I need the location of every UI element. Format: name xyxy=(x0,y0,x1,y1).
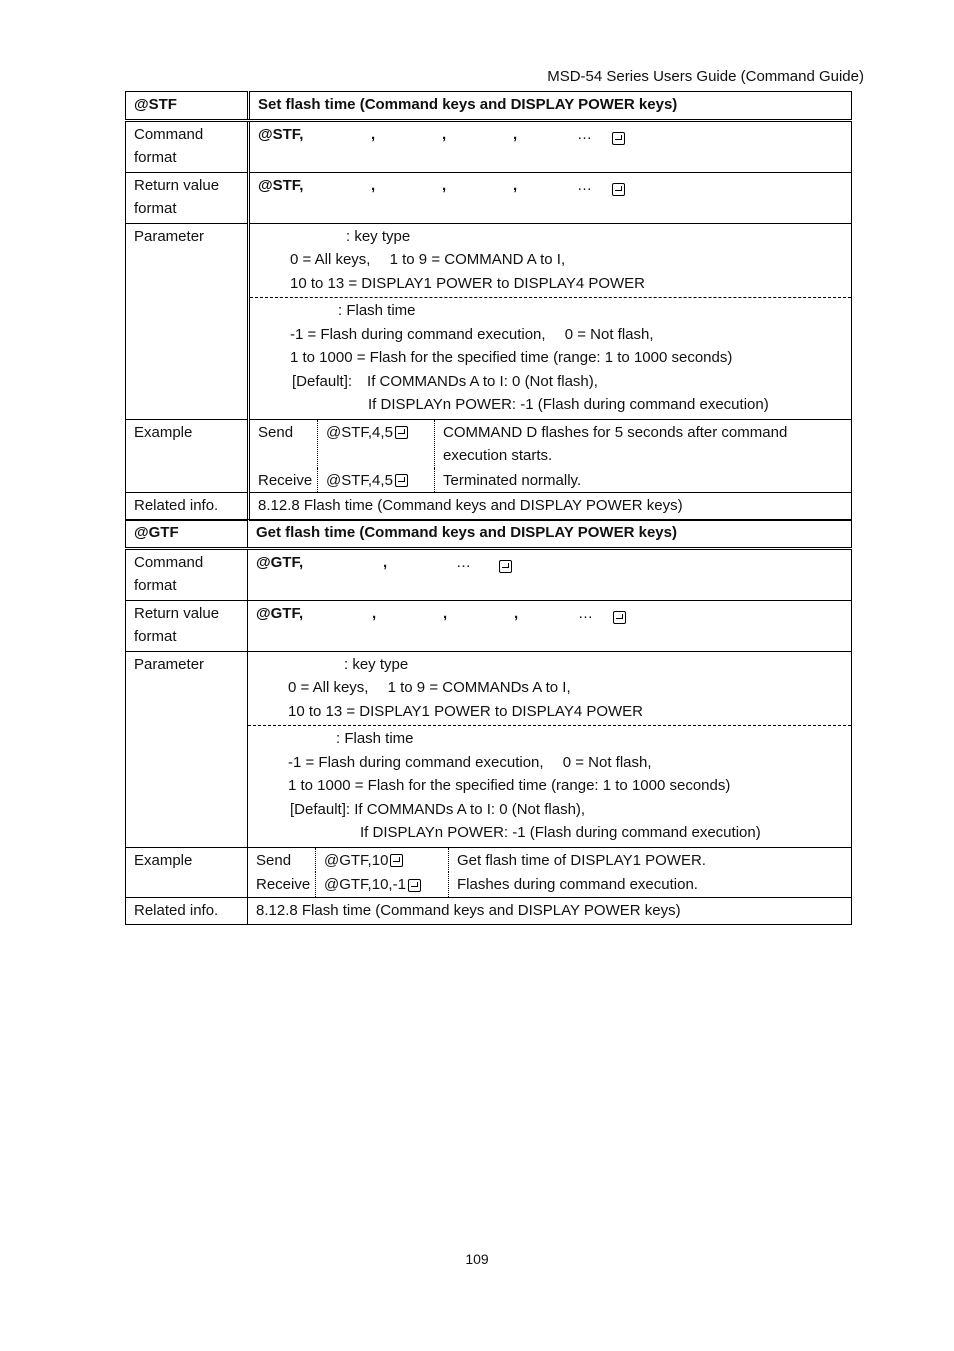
stf-parameter-row xyxy=(126,223,852,419)
format-comma: , xyxy=(514,604,519,622)
page-header: MSD-54 Series Users Guide (Command Guide) xyxy=(547,68,864,85)
stf-command-table xyxy=(125,91,852,521)
param-flash-time: : Flash time -1 = Flash during command execution, 0 = Not flash, 1 to 1000 = Flash for the specified time (range: 1 to 1000 seconds) [Default]: If COMMANDs A to I: 0 (Not flash), If DISPLAYn POWER: -1 (Flash during command execution) xyxy=(250,297,851,419)
format-command: @GTF, xyxy=(256,604,304,622)
format-command: @STF, xyxy=(258,176,304,194)
send-label: Send xyxy=(256,851,292,869)
parameter-label: Parameter xyxy=(126,223,249,419)
format-comma: , xyxy=(443,604,448,622)
receive-description: Terminated normally. xyxy=(434,468,851,493)
return-key-icon xyxy=(497,555,512,579)
format-command: @GTF, xyxy=(256,553,304,571)
receive-description: Flashes during command execution. xyxy=(448,872,851,897)
stf-header-row xyxy=(126,92,852,121)
param-key-type: : key type 0 = All keys, 1 to 9 = COMMAND A to I, 10 to 13 = DISPLAY1 POWER to DISPLAY4 POWER xyxy=(290,227,646,292)
format-comma: , xyxy=(371,125,376,143)
receive-label: Receive xyxy=(256,876,311,893)
stf-related-info: 8.12.8 Flash time (Command keys and DISPLAY POWER keys) xyxy=(249,493,852,521)
return-format-label: Return value format xyxy=(126,600,248,651)
related-label: Related info. xyxy=(126,493,249,521)
send-command: @GTF,10 xyxy=(315,848,448,873)
gtf-command-format xyxy=(248,548,852,600)
return-key-icon xyxy=(390,854,403,867)
return-key-icon xyxy=(408,879,421,892)
format-comma: , xyxy=(513,125,518,143)
format-ellipsis: … xyxy=(578,604,593,622)
related-label: Related info. xyxy=(126,897,248,925)
gtf-example-row xyxy=(126,847,852,897)
gtf-related-info: 8.12.8 Flash time (Command keys and DISPLAY POWER keys) xyxy=(248,897,852,925)
gtf-parameter-row xyxy=(126,651,852,847)
stf-return-format xyxy=(249,172,852,223)
send-label: Send xyxy=(258,423,294,441)
stf-parameter xyxy=(249,223,852,419)
return-key-icon xyxy=(395,474,408,487)
send-command: @STF,4,5 xyxy=(317,420,434,468)
stf-command-format xyxy=(249,120,852,172)
example-label: Example xyxy=(126,847,248,897)
param-key-type: : key type 0 = All keys, 1 to 9 = COMMANDs A to I, 10 to 13 = DISPLAY1 POWER to DISPLAY4 POWER xyxy=(288,655,644,720)
return-key-icon xyxy=(610,127,625,151)
stf-command-name: @STF xyxy=(126,92,249,121)
format-comma: , xyxy=(372,604,377,622)
stf-return-format-row xyxy=(126,172,852,223)
format-ellipsis: … xyxy=(456,553,471,571)
gtf-return-format xyxy=(248,600,852,651)
command-format-label: Command format xyxy=(126,548,248,600)
gtf-return-format-row xyxy=(126,600,852,651)
format-command: @STF, xyxy=(258,125,304,143)
return-key-icon xyxy=(610,178,625,202)
format-comma: , xyxy=(371,176,376,194)
receive-label: Receive xyxy=(258,471,313,489)
return-key-icon xyxy=(395,426,408,439)
gtf-parameter xyxy=(248,651,852,847)
gtf-command-title: Get flash time (Command keys and DISPLAY POWER keys) xyxy=(248,520,852,549)
example-label: Example xyxy=(126,419,249,493)
gtf-header-row xyxy=(126,520,852,549)
gtf-command-format-row xyxy=(126,548,852,600)
param-flash-time: : Flash time -1 = Flash during command execution, 0 = Not flash, 1 to 1000 = Flash for the specified time (range: 1 to 1000 seconds) [Default]: If COMMANDs A to I: 0 (Not flash), If DISPLAYn POWER: -1 (Flash during command execution) xyxy=(248,725,851,847)
format-comma: , xyxy=(383,553,388,571)
gtf-command-table xyxy=(125,519,852,925)
gtf-related-row xyxy=(126,897,852,925)
return-key-icon xyxy=(611,606,626,630)
format-comma: , xyxy=(442,176,447,194)
gtf-command-name: @GTF xyxy=(126,520,248,549)
format-comma: , xyxy=(513,176,518,194)
receive-command: @GTF,10,-1 xyxy=(315,872,448,897)
return-format-label: Return value format xyxy=(126,172,249,223)
command-format-label: Command format xyxy=(126,120,249,172)
format-ellipsis: … xyxy=(577,125,592,143)
page-number: 109 xyxy=(465,1251,489,1267)
stf-command-title: Set flash time (Command keys and DISPLAY POWER keys) xyxy=(249,92,852,121)
parameter-label: Parameter xyxy=(126,651,248,847)
send-description: COMMAND D flashes for 5 seconds after command execution starts. xyxy=(434,420,851,468)
stf-example xyxy=(249,419,852,493)
format-ellipsis: … xyxy=(577,176,592,194)
stf-example-row xyxy=(126,419,852,493)
stf-related-row xyxy=(126,493,852,521)
gtf-example xyxy=(248,847,852,897)
stf-command-format-row xyxy=(126,120,852,172)
receive-command: @STF,4,5 xyxy=(317,468,434,493)
format-comma: , xyxy=(442,125,447,143)
send-description: Get flash time of DISPLAY1 POWER. xyxy=(448,848,851,873)
